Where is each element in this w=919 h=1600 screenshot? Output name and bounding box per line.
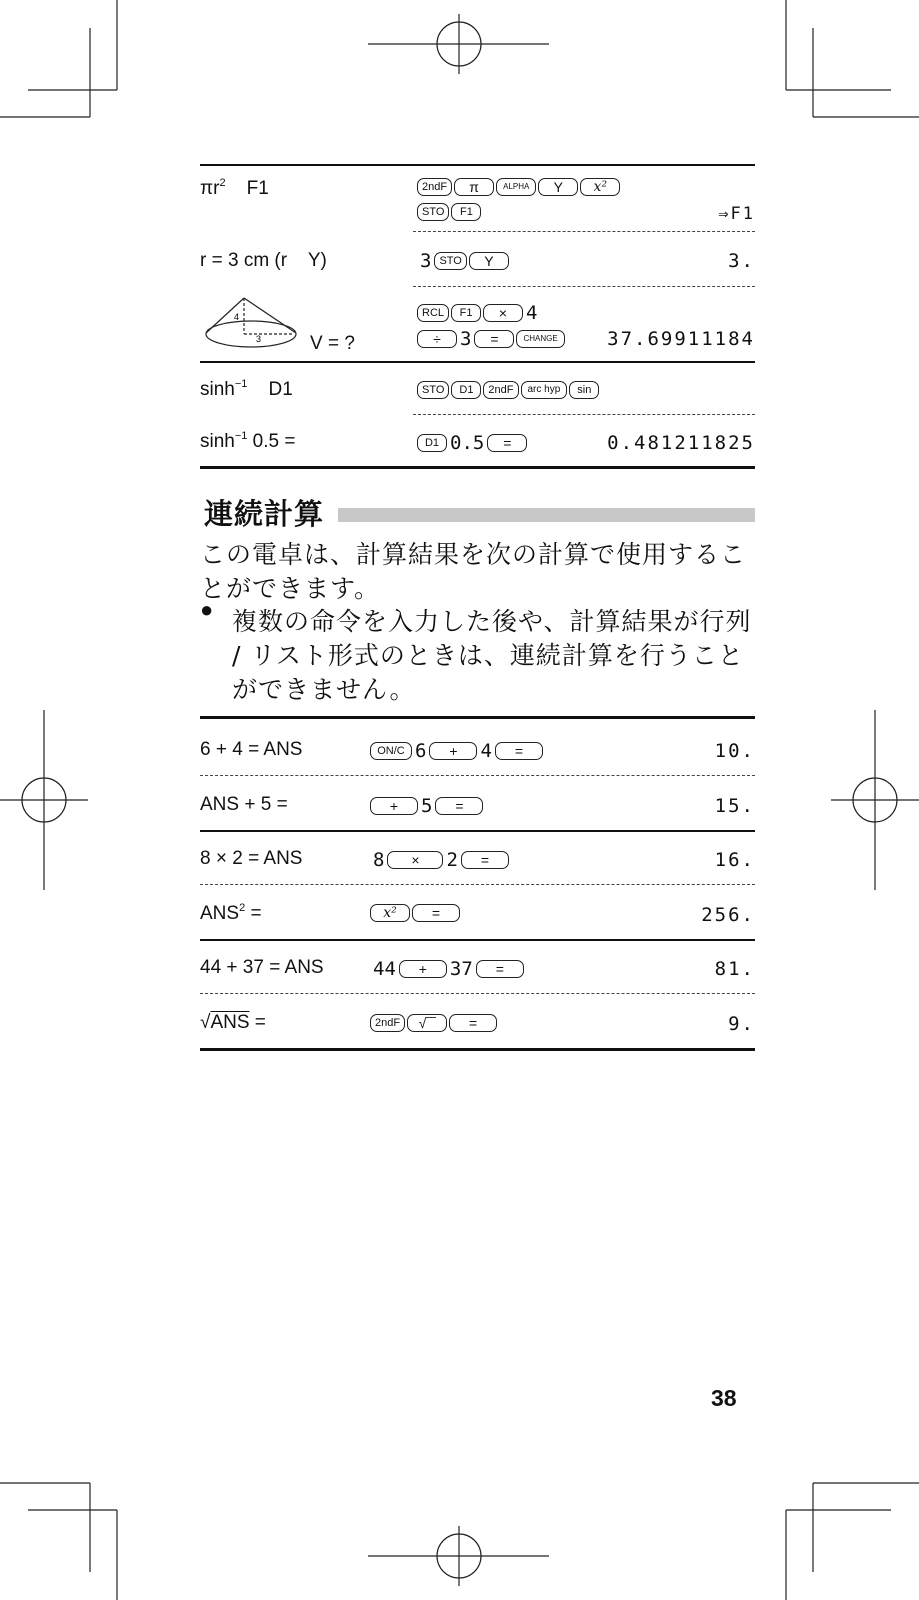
key-sequence	[417, 328, 567, 350]
section-paragraph: この電卓は、計算結果を次の計算で使用するこ とができます。	[200, 540, 747, 603]
heading-bar	[338, 508, 755, 522]
key-equals: =	[412, 904, 460, 922]
key-x-squared: x²	[370, 904, 410, 922]
row-label: r = 3 cm (r Y)	[200, 250, 327, 271]
key-f1: F1	[451, 304, 481, 322]
row-label: V = ?	[310, 333, 355, 354]
result-display: 37.69911184	[607, 328, 755, 350]
row-label: $\sinh^{-1}$ D1	[200, 378, 293, 400]
result-display: 16.	[714, 849, 755, 871]
digit-entry: 3	[420, 250, 432, 272]
key-equals: =	[461, 851, 509, 869]
key-sequence	[419, 250, 511, 272]
digit-entry: 44	[373, 958, 396, 980]
key-sequence	[372, 849, 511, 871]
result-display: 3.	[728, 250, 755, 272]
key-sequence	[417, 178, 622, 196]
key-plus: +	[429, 742, 477, 760]
key-equals: =	[476, 960, 524, 978]
key-sto: STO	[434, 252, 466, 270]
key-sequence	[370, 904, 462, 922]
key-change: CHANGE	[516, 330, 564, 348]
result-display: 0.481211825	[607, 432, 755, 454]
row-label: $ANS^2$ =	[200, 902, 262, 924]
result-display: 256.	[701, 904, 755, 926]
key-equals: =	[449, 1014, 497, 1032]
row-divider	[413, 286, 755, 287]
key-sqrt: √‾‾	[407, 1014, 447, 1032]
key-sequence	[372, 958, 526, 980]
result-display: 9.	[728, 1013, 755, 1035]
digit-entry: 37	[449, 958, 473, 980]
key-multiply: ×	[483, 304, 523, 322]
key-d1: D1	[417, 434, 447, 452]
key-divide: ÷	[417, 330, 457, 348]
table2-top-rule	[200, 716, 755, 719]
key-y: Y	[538, 178, 578, 196]
section-heading: 連続計算	[204, 497, 325, 531]
result-display: 15.	[714, 795, 755, 817]
key-alpha: ALPHA	[496, 178, 536, 196]
row-label: $\pi r^2$ F1	[200, 177, 269, 199]
result-display: 81.	[714, 958, 755, 980]
key-sequence	[417, 432, 529, 454]
digit-entry: 2	[446, 849, 458, 871]
key-equals: =	[495, 742, 543, 760]
key-y: Y	[469, 252, 509, 270]
key-sequence	[417, 381, 601, 399]
key-multiply: ×	[387, 851, 443, 869]
row-divider	[200, 884, 755, 885]
key-sto: STO	[417, 203, 449, 221]
key-x-squared: x²	[580, 178, 620, 196]
row-divider	[200, 775, 755, 776]
key-plus: +	[370, 797, 418, 815]
key-2ndf: 2ndF	[417, 178, 452, 196]
table1-bottom-rule	[200, 466, 755, 469]
table2-bottom-rule	[200, 1048, 755, 1051]
row-label: √ANS =	[200, 1012, 266, 1033]
digit-entry: 4	[480, 740, 492, 762]
cone-height-label: 4	[234, 312, 240, 322]
key-sequence	[370, 795, 485, 817]
key-equals: =	[474, 330, 514, 348]
row-rule	[200, 939, 755, 941]
key-sequence	[370, 740, 545, 762]
bullet-text: 複数の命令を入力した後や、計算結果が行列 / リスト形式のときは、連続計算を行うこと ができません。	[232, 607, 752, 704]
key-f1: F1	[451, 203, 481, 221]
row-label: 8 × 2 = ANS	[200, 848, 303, 869]
row-divider	[200, 993, 755, 994]
row-label: 44 + 37 = ANS	[200, 957, 324, 978]
row-rule	[200, 361, 755, 363]
row-rule	[200, 830, 755, 832]
cone-radius-label: 3	[256, 334, 262, 344]
row-divider	[413, 231, 755, 232]
key-sequence	[417, 203, 483, 221]
digit-entry: 8	[373, 849, 385, 871]
key-2ndf: 2ndF	[483, 381, 518, 399]
key-sin: sin	[569, 381, 599, 399]
row-divider	[413, 414, 755, 415]
row-label: 6 + 4 = ANS	[200, 739, 303, 760]
key-equals: =	[487, 434, 527, 452]
row-label: ANS + 5 =	[200, 794, 288, 815]
key-d1: D1	[451, 381, 481, 399]
key-pi: π	[454, 178, 494, 196]
digit-entry: 0.5	[450, 432, 485, 454]
key-plus: +	[399, 960, 447, 978]
result-display: 10.	[714, 740, 755, 762]
key-sequence	[417, 302, 540, 324]
row-label: $\sinh^{-1} 0.5$ =	[200, 430, 296, 452]
bullet-icon: ●	[200, 597, 214, 622]
digit-entry: 3	[460, 328, 472, 350]
key-arc-hyp: arc hyp	[521, 381, 568, 399]
digit-entry: 6	[415, 740, 427, 762]
key-2ndf: 2ndF	[370, 1014, 405, 1032]
table1-top-rule	[200, 164, 755, 166]
cone-figure	[204, 296, 304, 354]
result-display: ⇒F1	[718, 204, 755, 224]
digit-entry: 5	[421, 795, 433, 817]
key-sto: STO	[417, 381, 449, 399]
key-on-c: ON/C	[370, 742, 412, 760]
page-number: 38	[711, 1385, 737, 1411]
digit-entry: 4	[526, 302, 538, 324]
key-equals: =	[435, 797, 483, 815]
key-rcl: RCL	[417, 304, 449, 322]
key-sequence	[370, 1014, 499, 1032]
